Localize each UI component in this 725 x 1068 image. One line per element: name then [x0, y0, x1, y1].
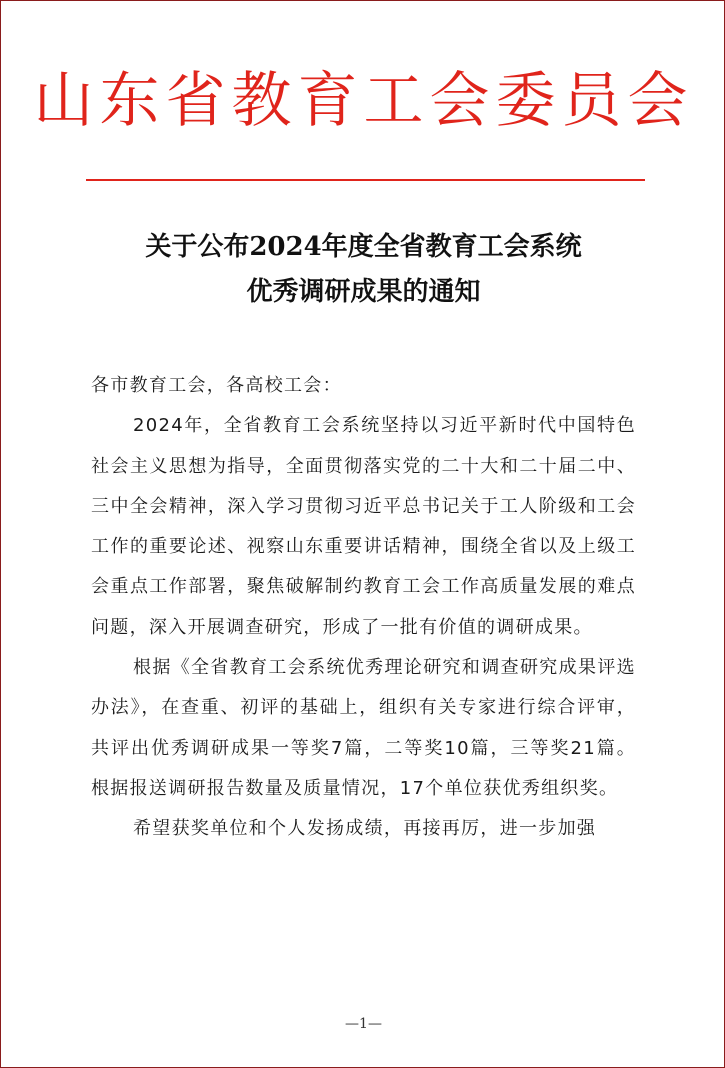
header-divider: [86, 179, 645, 181]
organization-header: 山东省教育工会委员会: [33, 66, 694, 136]
body-paragraph-2: 根据《全省教育工会系统优秀理论研究和调查研究成果评选办法》，在查重、初评的基础上，组织有关专家进行综合评审，共评出优秀调研成果一等奖7篇，二等奖10篇，三等奖21篇。根据报送调研报告数量及质量情况，17个单位获优秀组织奖。: [91, 657, 636, 799]
body-paragraph-3: 希望获奖单位和个人发扬成绩，再接再厉，进一步加强: [133, 818, 597, 840]
body-paragraph-1: 2024年，全省教育工会系统坚持以习近平新时代中国特色社会主义思想为指导，全面贯彻落实党的二十大和二十届二中、三中全会精神，深入学习贯彻习近平总书记关于工人阶级和工会工作的重要论述、视察山东重要讲话精神，围绕全省以及上级工会重点工作部署，聚焦破解制约教育工会工作高质量发展的难点问题，深入开展调查研究，形成了一批有价值的调研成果。: [91, 415, 636, 638]
document-body: [91, 366, 636, 850]
document-title-line-2: 优秀调研成果的通知: [246, 277, 481, 307]
document-title-line-1: 关于公布2024年度全省教育工会系统: [145, 232, 582, 262]
salutation: 各市教育工会，各高校工会：: [91, 375, 342, 396]
document-title: [1, 225, 725, 315]
page-number: —1—: [345, 1016, 382, 1032]
